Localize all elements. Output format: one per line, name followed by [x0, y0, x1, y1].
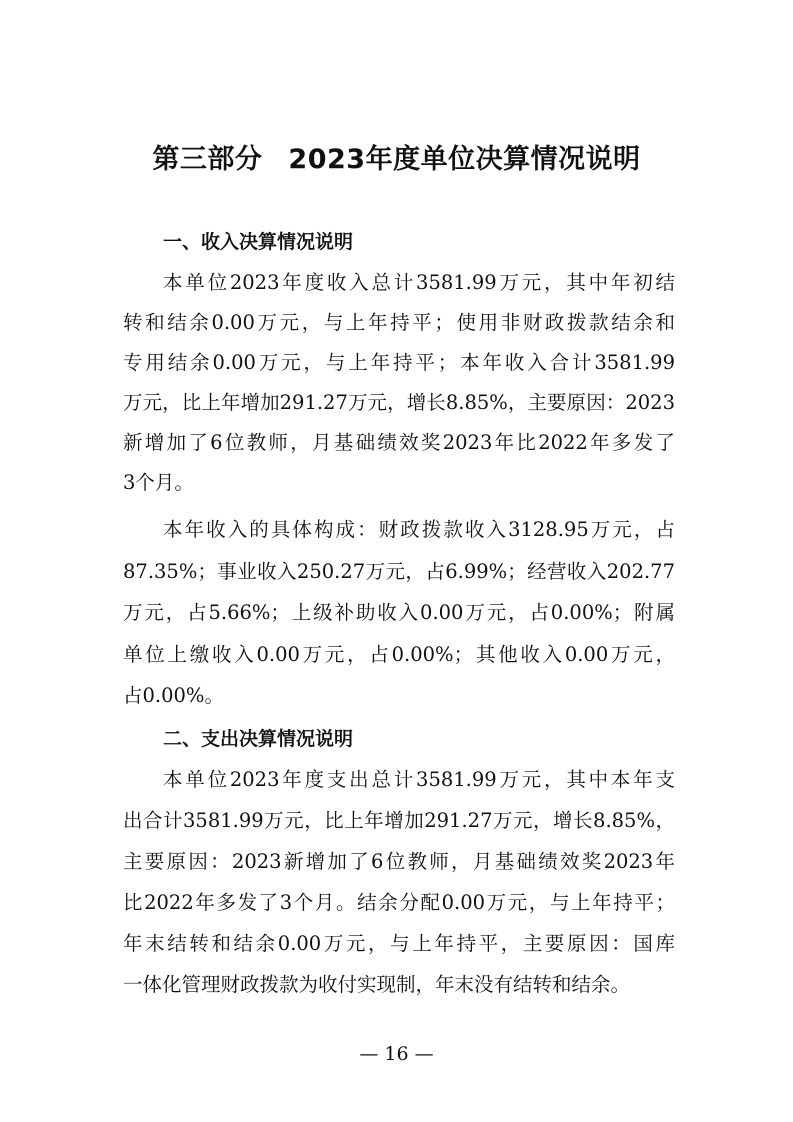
income-para1-line5: 新增加了6位教师，月基础绩效奖2023年比2022年多发了	[123, 431, 675, 454]
income-para1-line4: 万元，比上年增加291.27万元，增长8.85%，主要原因：2023	[123, 391, 675, 414]
income-para2-line3: 万元，占5.66%；上级补助收入0.00万元，占0.00%；附属	[123, 601, 675, 624]
expenditure-para1-line6: 一体化管理财政拨款为收付实现制，年末没有结转和结余。	[123, 973, 631, 996]
income-para2-line5: 占0.00%。	[123, 684, 224, 707]
income-para1-line1: 本单位2023年度收入总计3581.99万元，其中年初结	[163, 271, 675, 294]
title-main-text: 2023年度单位决算情况说明	[288, 144, 641, 175]
expenditure-para1-line2: 出合计3581.99万元，比上年增加291.27万元，增长8.85%，	[123, 809, 675, 832]
income-para1-line3: 专用结余0.00万元，与上年持平；本年收入合计3581.99	[123, 351, 675, 374]
page-number: — 16 —	[359, 1043, 434, 1065]
income-para1-line2: 转和结余0.00万元，与上年持平；使用非财政拨款结余和	[123, 311, 675, 334]
income-para2-line4: 单位上缴收入0.00万元，占0.00%；其他收入0.00万元，	[123, 643, 675, 666]
income-para2-line1: 本年收入的具体构成：财政拨款收入3128.95万元，占	[163, 518, 675, 541]
title-part-label: 第三部分	[152, 144, 263, 175]
expenditure-para1-line1: 本单位2023年度支出总计3581.99万元，其中本年支	[163, 768, 675, 791]
income-para2-line2: 87.35%；事业收入250.27万元，占6.99%；经营收入202.77	[123, 560, 675, 583]
section-heading-income: 一、收入决算情况说明	[163, 231, 354, 253]
expenditure-para1-line4: 比2022年多发了3个月。结余分配0.00万元，与上年持平；	[123, 891, 675, 914]
income-para1-line6: 3个月。	[123, 471, 194, 494]
expenditure-para1-line3: 主要原因：2023新增加了6位教师，月基础绩效奖2023年	[123, 850, 675, 873]
page-title	[0, 138, 793, 182]
expenditure-para1-line5: 年末结转和结余0.00万元，与上年持平，主要原因：国库	[123, 932, 675, 955]
section-heading-expenditure: 二、支出决算情况说明	[163, 728, 354, 750]
